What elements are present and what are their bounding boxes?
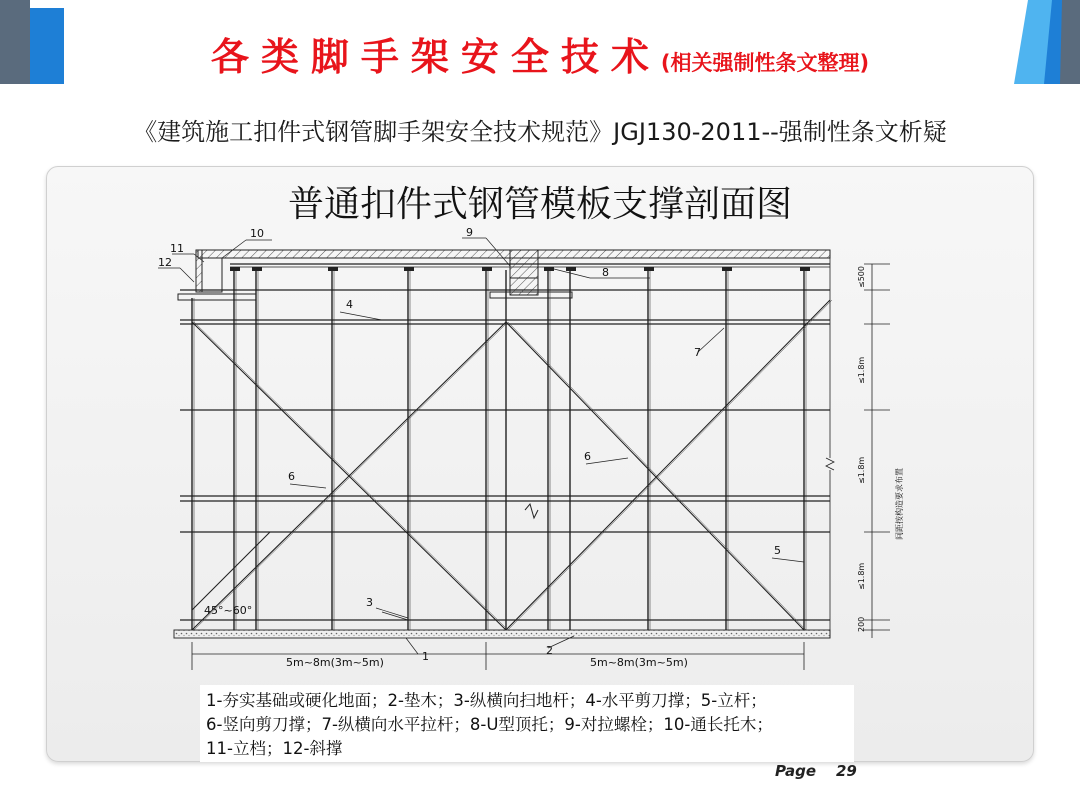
callout-10: 10 [250,227,264,240]
legend-line-3: 11-立档；12-斜撑 [206,739,343,758]
horizontal-ledgers [180,290,830,620]
page-title-sub: (相关强制性条文整理) [660,51,870,75]
page-label: Page [775,762,817,780]
span-label-left: 5m~8m(3m~5m) [286,656,384,669]
page-title [0,26,1080,81]
callout-3: 3 [366,596,373,609]
ground-base [174,630,830,638]
callout-1: 1 [422,650,429,663]
legend-box [200,685,854,762]
dim-top: ≤500 [857,266,866,288]
dim-bottom: 200 [857,616,866,632]
callout-4: 4 [346,298,353,311]
dim-mid3: ≤1.8m [857,562,866,590]
legend-line-2: 6-竖向剪刀撑；7-纵横向水平拉杆；8-U型顶托；9-对拉螺栓；10-通长托木； [206,715,773,734]
span-label-right: 5m~8m(3m~5m) [590,656,688,669]
legend-line-1: 1-夯实基础或硬化地面；2-垫木；3-纵横向扫地杆；4-水平剪刀撑；5-立杆； [206,691,767,710]
callout-9: 9 [466,226,473,239]
callout-8: 8 [602,266,609,279]
callout-7: 7 [694,346,701,359]
callout-5: 5 [774,544,781,557]
side-note: 间距按构造要求布置 [895,468,904,540]
callout-6b: 6 [584,450,591,463]
dimension-horizontal [192,642,804,670]
callout-11: 11 [170,242,184,255]
callout-12: 12 [158,256,172,269]
diagram-title: 普通扣件式钢管模板支撑剖面图 [287,184,792,225]
callout-6a: 6 [288,470,295,483]
page-number: 29 [836,762,857,780]
page-title-main: 各类脚手架安全技术 [210,35,661,79]
scaffold-section-drawing [150,222,910,692]
dim-mid2: ≤1.8m [857,456,866,484]
dim-mid1: ≤1.8m [857,356,866,384]
callout-2: 2 [546,644,553,657]
angle-label: 45°~60° [204,604,253,617]
page-subtitle: 《建筑施工扣件式钢管脚手架安全技术规范》JGJ130-2011--强制性条文析疑 [133,118,947,146]
diagonal-bracing [192,300,830,630]
beam-mid [510,250,538,295]
